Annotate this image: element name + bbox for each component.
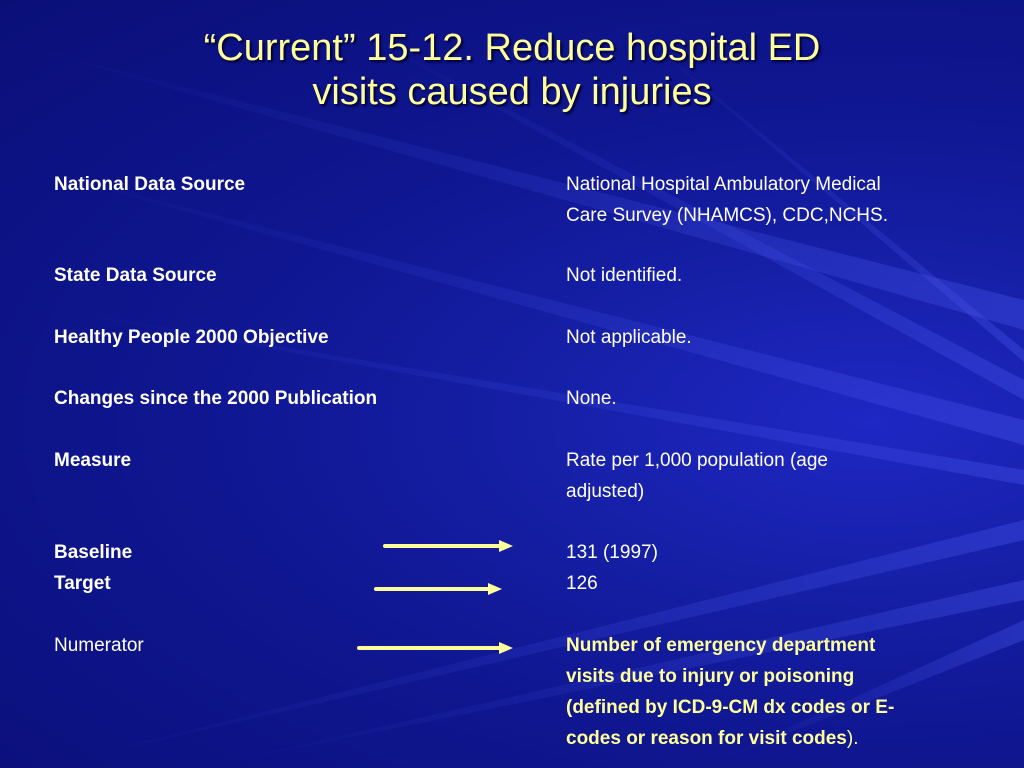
national-data-source-value-line-2: Care Survey (NHAMCS), CDC,NCHS. [566, 205, 888, 226]
arrow-right-icon [383, 538, 515, 554]
changes-label: Changes since the 2000 Publication [54, 388, 378, 409]
numerator-value-line-2: visits due to injury or poisoning [566, 666, 855, 687]
arrow-right-icon [374, 581, 504, 597]
national-data-source-value-line-1: National Hospital Ambulatory Medical [566, 174, 881, 195]
measure-value [566, 445, 1012, 507]
national-data-source-value [566, 169, 1012, 231]
numerator-value-line-4-text: codes or reason for visit codes [566, 728, 847, 749]
baseline-value: 131 (1997) [566, 542, 658, 563]
numerator-value [566, 630, 1012, 754]
numerator-value-line-3: (defined by ICD-9-CM dx codes or E- [566, 697, 895, 718]
slide-title [0, 26, 1024, 114]
hp2000-objective-value: Not applicable. [566, 327, 692, 348]
numerator-label: Numerator [54, 635, 144, 656]
measure-value-line-2: adjusted) [566, 481, 645, 502]
baseline-label: Baseline [54, 542, 133, 563]
measure-label: Measure [54, 450, 132, 471]
numerator-value-line-4-suffix: ). [846, 728, 859, 749]
state-data-source-value: Not identified. [566, 265, 683, 286]
arrow-right-icon [357, 640, 515, 656]
target-label: Target [54, 573, 111, 594]
state-data-source-label: State Data Source [54, 265, 217, 286]
national-data-source-label: National Data Source [54, 174, 246, 195]
target-value: 126 [566, 573, 598, 594]
hp2000-objective-label: Healthy People 2000 Objective [54, 327, 329, 348]
title-line-2: visits caused by injuries [312, 71, 712, 113]
changes-value: None. [566, 388, 617, 409]
numerator-value-line-4 [566, 723, 1012, 754]
title-line-1: “Current” 15-12. Reduce hospital ED [203, 27, 821, 69]
numerator-value-line-1: Number of emergency department [566, 635, 876, 656]
measure-value-line-1: Rate per 1,000 population (age [566, 450, 828, 471]
